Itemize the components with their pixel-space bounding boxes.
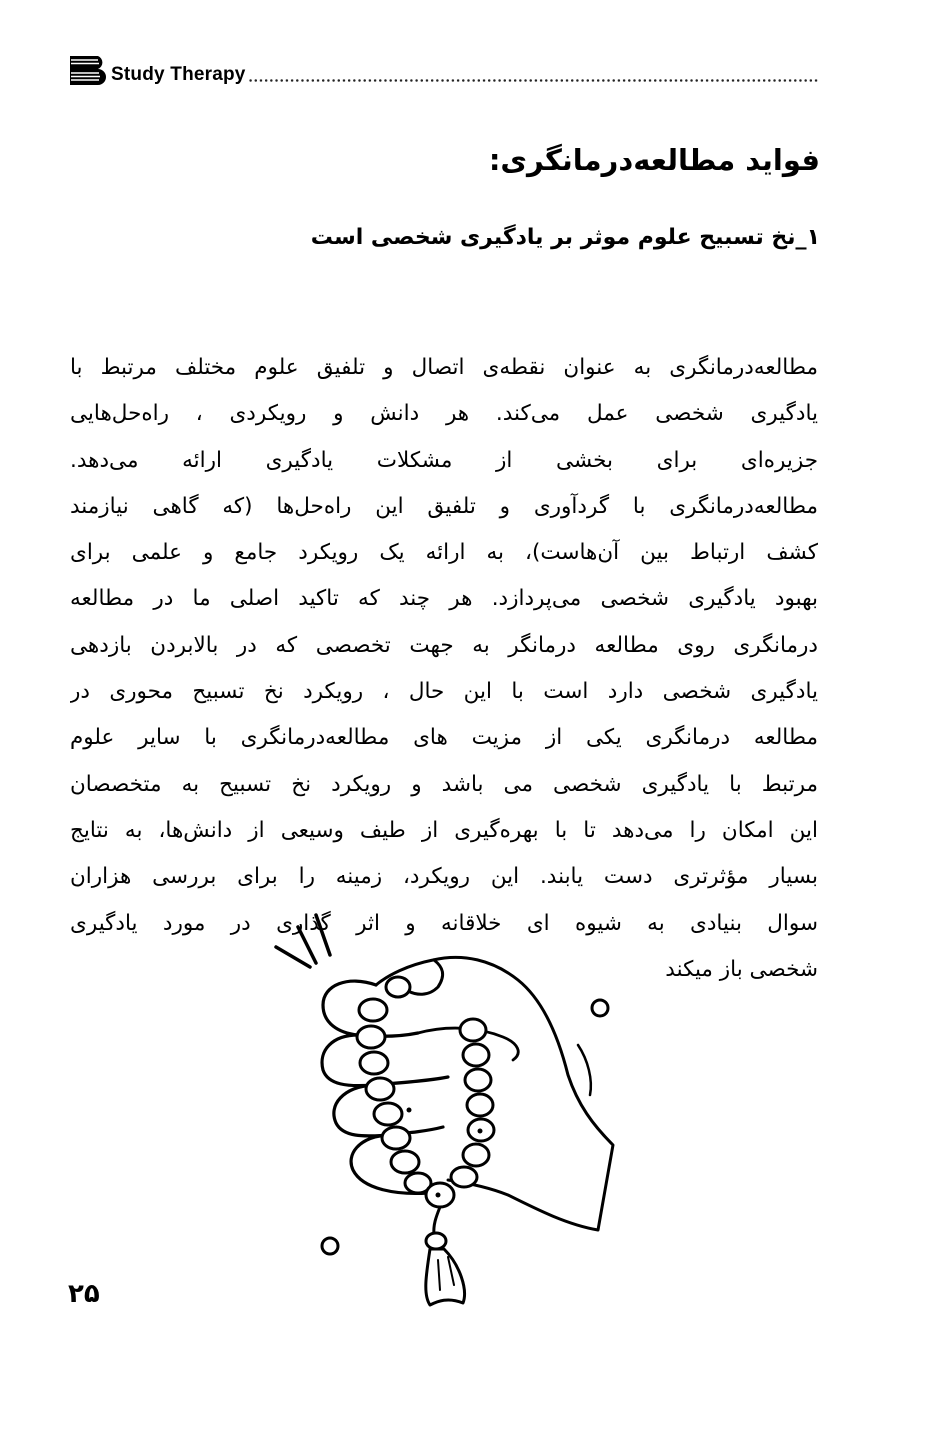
section-subtitle: ۱_نخ تسبیح علوم موثر بر یادگیری شخصی است xyxy=(310,225,820,250)
book-stack-b-icon xyxy=(68,54,110,86)
paragraph-line: مرتبط با یادگیری شخصی می باشد و رویکرد نخ تسبیح به متخصصان xyxy=(70,771,818,797)
paragraph-line: یادگیری شخصی دارد است با این حال ، رویکرد نخ تسبیح محوری در xyxy=(70,679,818,705)
hand-holding-prayer-beads-icon xyxy=(268,905,638,1310)
paragraph-line: بهبود یادگیری شخصی می‌پردازد. هر چند که تاکید اصلی ما در مطالعه xyxy=(70,586,818,612)
paragraph-line: بسیار مؤثرتری دست یابند. این رویکرد، زمینه را برای بررسی هزاران xyxy=(70,864,818,890)
paragraph-line: کشف ارتباط بین آن‌هاست)، به ارائه یک رویکرد جامع و علمی برای xyxy=(70,540,818,566)
brand-name: Study Therapy xyxy=(111,64,246,85)
body-paragraph xyxy=(70,345,818,993)
paragraph-line: این امکان را می‌دهد تا با بهره‌گیری از طیف وسیعی از دانش‌ها، به نتایج xyxy=(70,817,818,843)
paragraph-line: مطالعه درمانگری یکی از مزیت های مطالعه‌درمانگری با سایر علوم xyxy=(70,725,818,751)
paragraph-line: درمانگری روی مطالعه درمانگر به جهت تخصصی که در بالابردن بازدهی xyxy=(70,632,818,658)
paragraph-line: مطالعه‌درمانگری به عنوان نقطه‌ی اتصال و تلفیق علوم مختلف مرتبط با xyxy=(70,355,818,380)
paragraph-line: مطالعه‌درمانگری با گردآوری و تلفیق این راه‌حل‌ها (که گاهی نیازمند xyxy=(70,493,818,519)
paragraph-line: سوال بنیادی به شیوه ای خلاقانه و اثر گذاری در مورد یادگیری xyxy=(70,910,818,936)
header-dotted-leader xyxy=(248,79,820,82)
paragraph-line: شخصی باز میکند xyxy=(665,956,818,982)
running-header xyxy=(68,52,820,86)
page-number: ۲۵ xyxy=(68,1279,100,1309)
paragraph-line: جزیره‌ای برای بخشی از مشکلات یادگیری ارائه می‌دهد. xyxy=(70,447,818,473)
paragraph-line: یادگیری شخصی عمل می‌کند. هر دانش و رویکردی ، راه‌حل‌هایی xyxy=(70,401,818,427)
section-title: فواید مطالعه‌درمانگری: xyxy=(488,143,820,177)
